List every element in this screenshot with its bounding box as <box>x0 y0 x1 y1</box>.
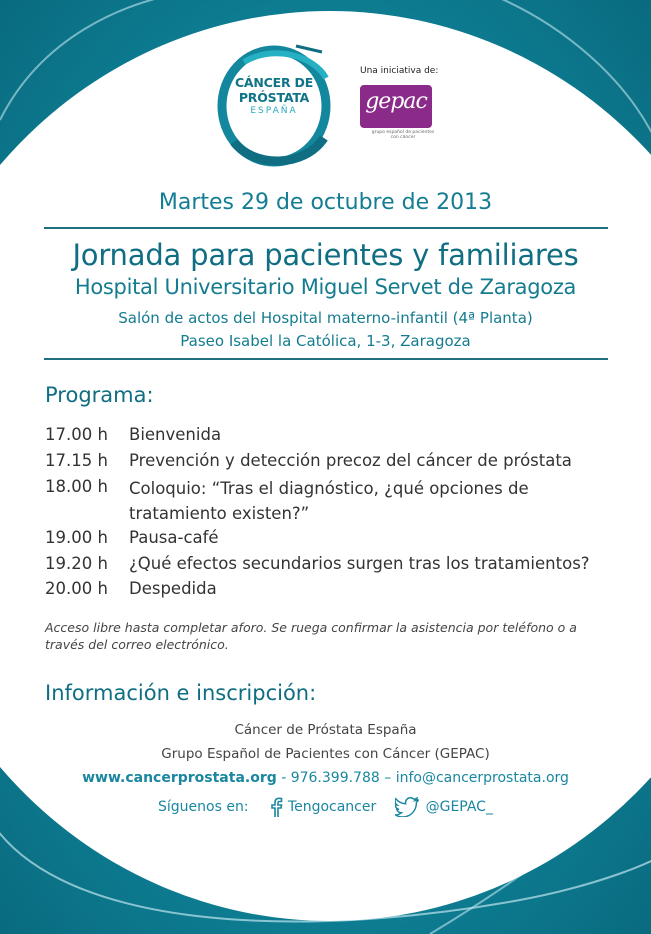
access-note: Acceso libre hasta completar aforo. Se ruega confirmar la asistencia por teléfono o a través del correo electrónico. <box>45 620 577 652</box>
divider-bottom <box>44 358 608 360</box>
program-desc: ¿Qué efectos secundarios surgen tras los tratamientos? <box>129 554 590 573</box>
twitter-icon[interactable] <box>395 797 421 817</box>
event-title: Jornada para pacientes y familiares <box>72 238 579 272</box>
event-date: Martes 29 de octubre de 2013 <box>158 190 493 215</box>
org-name-2: Grupo Español de Pacientes con Cáncer (GEPAC) <box>161 746 490 762</box>
program-desc: Prevención y detección precoz del cáncer de próstata <box>129 451 572 470</box>
twitter-link[interactable]: @GEPAC_ <box>425 799 493 815</box>
logo-line-1: CÁNCER DE <box>234 75 314 90</box>
program-desc: Pausa-café <box>129 528 219 547</box>
org-name-1: Cáncer de Próstata España <box>234 722 417 738</box>
initiative-caption: Una iniciativa de: <box>360 66 439 76</box>
venue-address: Paseo Isabel la Católica, 1-3, Zaragoza <box>180 332 471 350</box>
swirl-icon <box>214 42 334 168</box>
program-time: 19.00 h <box>45 528 108 547</box>
social-line <box>0 797 651 817</box>
gepac-subtitle: grupo español de pacientes con cáncer <box>371 130 435 140</box>
facebook-link[interactable]: Tengocancer <box>287 799 377 815</box>
gepac-badge <box>360 85 432 128</box>
program-time: 17.00 h <box>45 425 108 444</box>
program-desc: Bienvenida <box>129 425 222 444</box>
logo-line-3: ESPAÑA <box>250 106 298 116</box>
divider-top <box>44 227 608 229</box>
program-heading: Programa: <box>45 383 154 407</box>
program-desc: Coloquio: “Tras el diagnóstico, ¿qué opciones de tratamiento existen?” <box>129 479 529 523</box>
event-location: Hospital Universitario Miguel Servet de Zaragoza <box>74 275 577 299</box>
website-link[interactable]: www.cancerprostata.org <box>82 770 277 786</box>
program-time: 19.20 h <box>45 554 108 573</box>
separator: – <box>379 770 396 786</box>
logo-line-2: PRÓSTATA <box>238 90 310 105</box>
program-time: 18.00 h <box>45 477 108 496</box>
program-time: 20.00 h <box>45 579 108 598</box>
gepac-name: gepac <box>365 89 427 114</box>
phone-number[interactable]: 976.399.788 <box>290 770 380 786</box>
info-heading: Información e inscripción: <box>45 681 317 705</box>
venue-room: Salón de actos del Hospital materno-infantil (4ª Planta) <box>118 309 533 327</box>
email-link[interactable]: info@cancerprostata.org <box>395 770 569 786</box>
separator: - <box>276 770 291 786</box>
program-desc: Despedida <box>129 579 217 598</box>
follow-label: Síguenos en: <box>158 799 249 815</box>
cancer-prostata-logo <box>214 42 334 168</box>
contact-line <box>0 770 651 786</box>
program-time: 17.15 h <box>45 451 108 470</box>
gepac-logo <box>358 66 448 148</box>
facebook-icon[interactable] <box>269 797 283 817</box>
